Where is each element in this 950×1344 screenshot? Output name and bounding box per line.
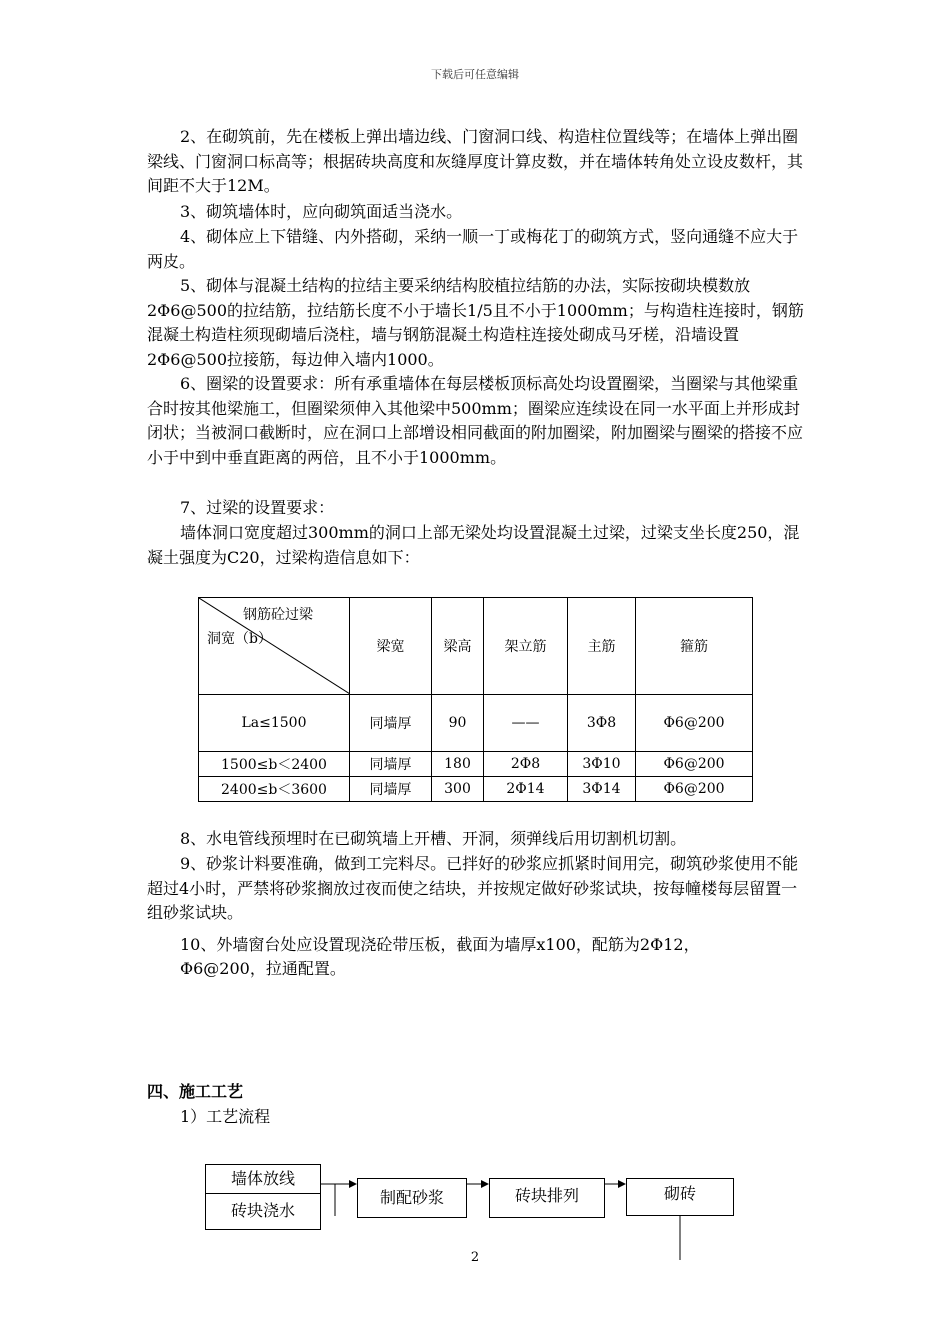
- table-cell: 3Φ8: [568, 695, 636, 752]
- corner-label-top: 钢筋砼过梁: [243, 607, 313, 623]
- paragraph-8: 8、水电管线预埋时在已砌筑墙上开槽、开洞，须弹线后用切割机切割。: [180, 829, 687, 848]
- flow-box-mortar: 制配砂浆: [357, 1178, 467, 1218]
- paragraph-5: 5、砌体与混凝土结构的拉结主要采纳结构胶植拉结筋的办法，实际按砌块模数放2Φ6@500的拉结筋，拉结筋长度不小于墙长1/5且不小于1000mm；与构造柱连接时，钢筋混凝土构造柱须现砌墙后浇柱，墙与钢筋混凝土构造柱连接处砌成马牙槎，沿墙设置2Φ6@500拉接筋，每边伸入墙内1000。: [147, 276, 804, 369]
- flow-box-wall-layout: 墙体放线: [205, 1164, 321, 1194]
- table-cell: 同墙厚: [350, 752, 432, 777]
- table-cell: La≤1500: [199, 695, 350, 752]
- table-cell: 180: [432, 752, 484, 777]
- table-cell: 2Φ8: [484, 752, 568, 777]
- table-cell: 1500≤b＜2400: [199, 752, 350, 777]
- table-cell: 90: [432, 695, 484, 752]
- header-cell: 梁宽: [350, 598, 432, 695]
- table-cell: 3Φ10: [568, 752, 636, 777]
- table-cell: 2400≤b＜3600: [199, 777, 350, 802]
- paragraph-10-line2: Φ6@200，拉通配置。: [180, 959, 346, 978]
- flow-box-bricklaying: 砌砖: [626, 1178, 734, 1216]
- flow-box-brick-arrangement: 砖块排列: [489, 1178, 605, 1218]
- table-cell: Φ6@200: [636, 695, 753, 752]
- table-cell: 3Φ14: [568, 777, 636, 802]
- paragraph-3: 3、砌筑墙体时，应向砌筑面适当浇水。: [180, 202, 463, 221]
- section-heading: 四、施工工艺: [147, 1082, 244, 1101]
- table-cell: 同墙厚: [350, 777, 432, 802]
- paragraph-2: 2、在砌筑前，先在楼板上弹出墙边线、门窗洞口线、构造柱位置线等；在墙体上弹出圈梁线、门窗洞口标高等；根据砖块高度和灰缝厚度计算皮数，并在墙体转角处立设皮数杆，其间距不大于12M。: [147, 127, 804, 196]
- page-number: 2: [470, 1250, 480, 1265]
- header-cell: 箍筋: [636, 598, 753, 695]
- table-cell: Φ6@200: [636, 752, 753, 777]
- paragraph-7-body: 墙体洞口宽度超过300mm的洞口上部无梁处均设置混凝土过梁，过梁支坐长度250，混凝土强度为C20，过梁构造信息如下：: [147, 523, 800, 567]
- paragraph-7: 7、过梁的设置要求：: [180, 498, 335, 517]
- table-cell: 2Φ14: [484, 777, 568, 802]
- header-cell: 架立筋: [484, 598, 568, 695]
- table-cell: Φ6@200: [636, 777, 753, 802]
- page-header: 下载后可任意编辑: [431, 68, 519, 81]
- header-cell: 主筋: [568, 598, 636, 695]
- header-cell: 梁高: [432, 598, 484, 695]
- table-cell: 300: [432, 777, 484, 802]
- table-cell: 同墙厚: [350, 695, 432, 752]
- paragraph-9: 9、砂浆计料要准确，做到工完料尽。已拌好的砂浆应抓紧时间用完，砌筑砂浆使用不能超过4小时，严禁将砂浆搁放过夜而使之结块，并按规定做好砂浆试块，按每幢楼每层留置一组砂浆试块。: [147, 854, 799, 923]
- paragraph-4: 4、砌体应上下错缝、内外搭砌，采纳一顺一丁或梅花丁的砌筑方式，竖向通缝不应大于两皮。: [147, 227, 799, 271]
- table-cell: ——: [484, 695, 568, 752]
- sub-heading: 1）工艺流程: [180, 1107, 271, 1126]
- corner-label-bottom: 洞宽（b）: [207, 631, 272, 647]
- paragraph-6: 6、圈梁的设置要求：所有承重墙体在每层楼板顶标高处均设置圈梁，当圈梁与其他梁重合时按其他梁施工，但圈梁须伸入其他梁中500mm；圈梁应连续设在同一水平面上并形成封闭状；当被洞口截断时，应在洞口上部增设相同截面的附加圈梁，附加圈梁与圈梁的搭接不应小于中到中垂直距离的两倍，且不小于1000mm。: [147, 374, 804, 467]
- paragraph-10-line1: 10、外墙窗台处应设置现浇砼带压板，截面为墙厚x100，配筋为2Φ12，: [180, 935, 700, 954]
- flow-box-brick-watering: 砖块浇水: [205, 1194, 321, 1230]
